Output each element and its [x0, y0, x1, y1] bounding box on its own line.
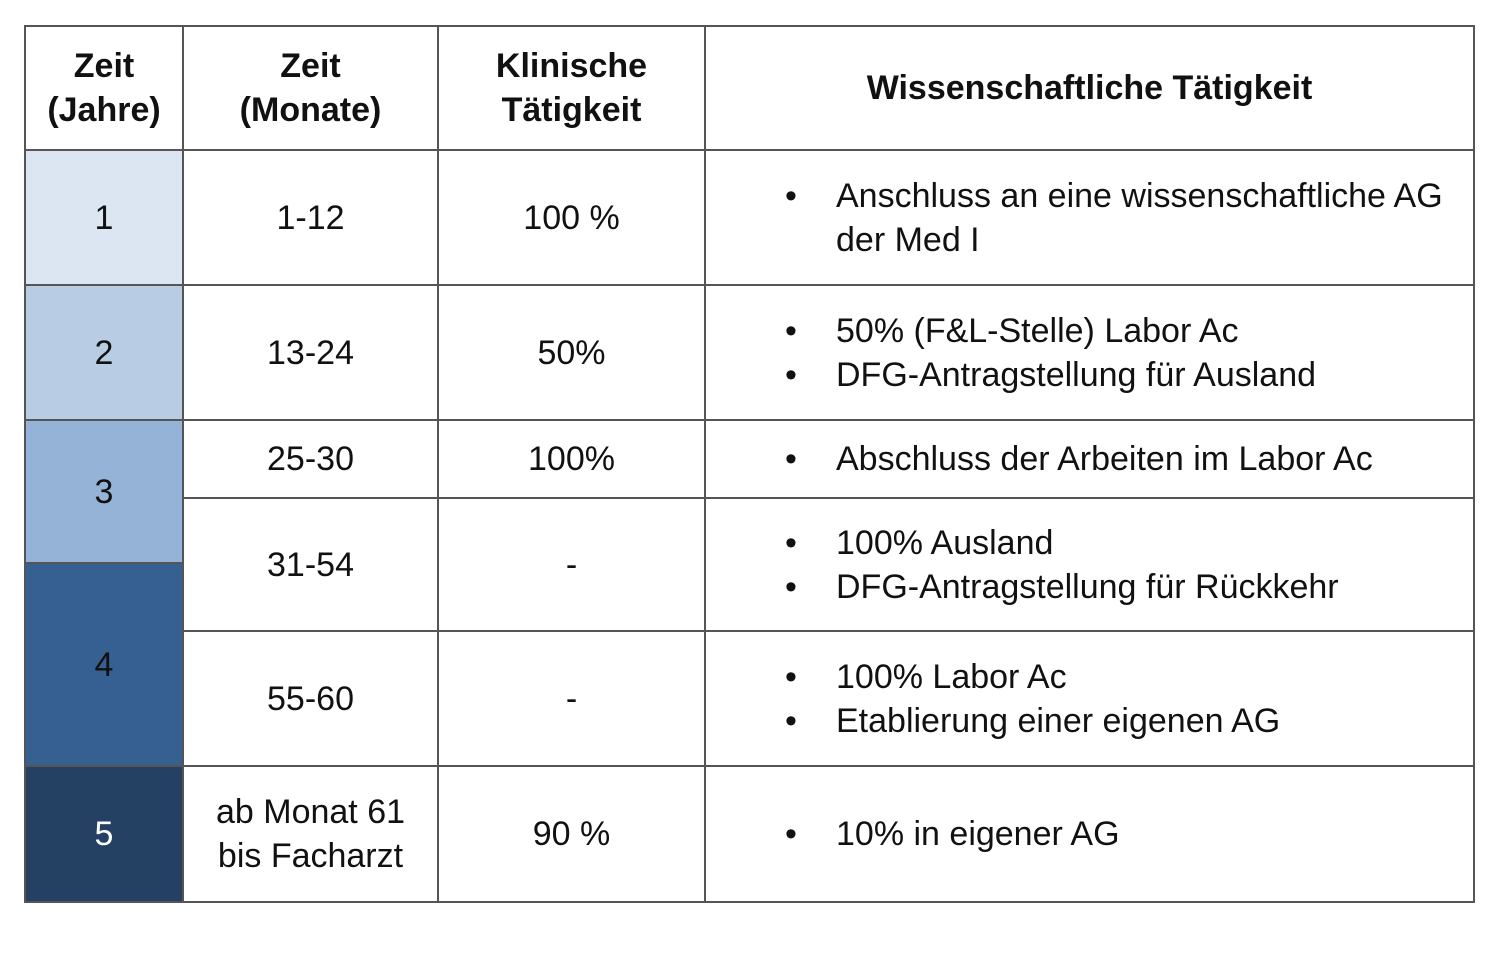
bullet-icon: • — [785, 567, 797, 606]
months-cell: 25-30 — [183, 420, 438, 498]
list-item: • Etablierung einer eigenen AG — [776, 699, 1459, 743]
list-item: • 50% (F&L-Stelle) Labor Ac — [776, 309, 1459, 353]
bullet-icon: • — [785, 701, 797, 740]
research-list — [776, 655, 1459, 743]
header-research: Wissenschaftliche Tätigkeit — [705, 26, 1474, 150]
table-row — [25, 498, 1474, 563]
clinical-cell: - — [438, 631, 705, 766]
months-cell: 1-12 — [183, 150, 438, 285]
research-list — [776, 521, 1459, 609]
months-cell: 13-24 — [183, 285, 438, 420]
bullet-icon: • — [785, 311, 797, 350]
year-cell-4: 4 — [25, 563, 183, 766]
list-item: • 100% Ausland — [776, 521, 1459, 565]
research-cell — [705, 285, 1474, 420]
research-list — [776, 812, 1459, 856]
year-cell-1: 1 — [25, 150, 183, 285]
year-cell-2: 2 — [25, 285, 183, 420]
months-cell: ab Monat 61 bis Facharzt — [183, 766, 438, 902]
research-cell — [705, 150, 1474, 285]
bullet-icon: • — [785, 523, 797, 562]
research-cell — [705, 420, 1474, 498]
year-cell-5: 5 — [25, 766, 183, 902]
table-row — [25, 766, 1474, 902]
table-row — [25, 631, 1474, 766]
months-cell: 31-54 — [183, 498, 438, 631]
bullet-icon: • — [785, 355, 797, 394]
list-item: • DFG-Antragstellung für Ausland — [776, 353, 1459, 397]
months-cell: 55-60 — [183, 631, 438, 766]
year-cell-3: 3 — [25, 420, 183, 563]
list-item: • 100% Labor Ac — [776, 655, 1459, 699]
research-list — [776, 437, 1459, 481]
header-clinical: Klinische Tätigkeit — [438, 26, 705, 150]
list-item: • Abschluss der Arbeiten im Labor Ac — [776, 437, 1459, 481]
clinical-cell: - — [438, 498, 705, 631]
list-item: • DFG-Antragstellung für Rückkehr — [776, 565, 1459, 609]
bullet-icon: • — [785, 815, 797, 853]
clinical-cell: 90 % — [438, 766, 705, 902]
list-item: • Anschluss an eine wissenschaftliche AG der Med I — [776, 174, 1459, 262]
header-months: Zeit (Monate) — [183, 26, 438, 150]
table-row — [25, 285, 1474, 420]
research-list — [776, 174, 1459, 262]
table-row — [25, 150, 1474, 285]
table-row — [25, 420, 1474, 498]
research-list — [776, 309, 1459, 397]
research-cell — [705, 498, 1474, 631]
clinical-cell: 100 % — [438, 150, 705, 285]
bullet-icon: • — [785, 176, 797, 215]
clinical-cell: 100% — [438, 420, 705, 498]
timeline-table-container — [24, 25, 1473, 901]
career-timeline-table — [24, 25, 1475, 903]
clinical-cell: 50% — [438, 285, 705, 420]
research-cell — [705, 766, 1474, 902]
research-cell — [705, 631, 1474, 766]
bullet-icon: • — [785, 657, 797, 696]
list-item: • 10% in eigener AG — [776, 812, 1459, 856]
bullet-icon: • — [785, 440, 797, 478]
header-years: Zeit (Jahre) — [25, 26, 183, 150]
header-row — [25, 26, 1474, 150]
